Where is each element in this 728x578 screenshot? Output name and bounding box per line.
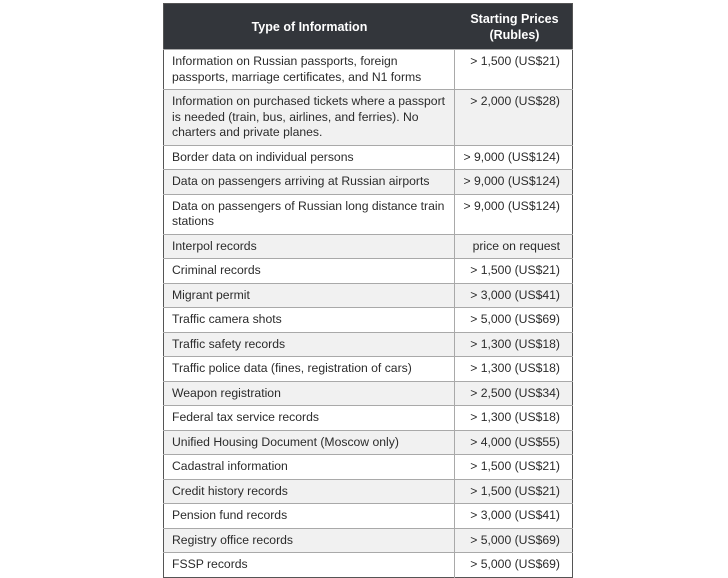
table-row [164,381,573,406]
cell-type: Cadastral information [164,455,455,480]
cell-type: Border data on individual persons [164,145,455,170]
table-row [164,357,573,382]
cell-type: Criminal records [164,259,455,284]
cell-type: Pension fund records [164,504,455,529]
cell-price: > 1,300 (US$18) [455,406,573,431]
cell-type: Information on purchased tickets where a passport is needed (train, bus, airlines, and ferries). No charters and private planes. [164,90,455,146]
table-row [164,170,573,195]
cell-type: Credit history records [164,479,455,504]
cell-price: > 1,300 (US$18) [455,332,573,357]
header-starting-prices-line2: (Rubles) [489,27,540,42]
table-row [164,234,573,259]
table-row [164,50,573,90]
cell-type: Interpol records [164,234,455,259]
cell-price: > 2,000 (US$28) [455,90,573,146]
cell-type: Traffic police data (fines, registration of cars) [164,357,455,382]
header-type-of-information: Type of Information [164,4,455,50]
cell-price: > 2,500 (US$34) [455,381,573,406]
cell-type: Migrant permit [164,283,455,308]
table-row [164,145,573,170]
cell-price: > 5,000 (US$69) [455,528,573,553]
cell-type: Traffic camera shots [164,308,455,333]
cell-type: Unified Housing Document (Moscow only) [164,430,455,455]
cell-price: > 1,300 (US$18) [455,357,573,382]
cell-type: Information on Russian passports, foreign passports, marriage certificates, and N1 forms [164,50,455,90]
table-row [164,194,573,234]
cell-price: > 1,500 (US$21) [455,259,573,284]
header-starting-prices-line1: Starting Prices [470,11,559,26]
cell-price: > 5,000 (US$69) [455,553,573,578]
cell-type: Traffic safety records [164,332,455,357]
cell-price: > 3,000 (US$41) [455,283,573,308]
table-row [164,259,573,284]
cell-price: price on request [455,234,573,259]
table-row [164,455,573,480]
table-body [164,50,573,578]
table-header-row [164,4,573,50]
table-row [164,430,573,455]
cell-price: > 1,500 (US$21) [455,455,573,480]
cell-price: > 4,000 (US$55) [455,430,573,455]
cell-price: > 9,000 (US$124) [455,170,573,195]
cell-price: > 9,000 (US$124) [455,194,573,234]
cell-price: > 3,000 (US$41) [455,504,573,529]
cell-type: Federal tax service records [164,406,455,431]
table-row [164,308,573,333]
table-row [164,479,573,504]
cell-type: FSSP records [164,553,455,578]
table-row [164,528,573,553]
cell-price: > 1,500 (US$21) [455,479,573,504]
table-row [164,90,573,146]
table-row [164,332,573,357]
table-row [164,406,573,431]
cell-price: > 5,000 (US$69) [455,308,573,333]
cell-type: Data on passengers of Russian long distance train stations [164,194,455,234]
cell-type: Registry office records [164,528,455,553]
price-table [163,3,573,578]
table-row [164,283,573,308]
cell-price: > 9,000 (US$124) [455,145,573,170]
table-row [164,504,573,529]
header-starting-prices [455,4,573,50]
table-row [164,553,573,578]
cell-type: Weapon registration [164,381,455,406]
cell-type: Data on passengers arriving at Russian airports [164,170,455,195]
cell-price: > 1,500 (US$21) [455,50,573,90]
